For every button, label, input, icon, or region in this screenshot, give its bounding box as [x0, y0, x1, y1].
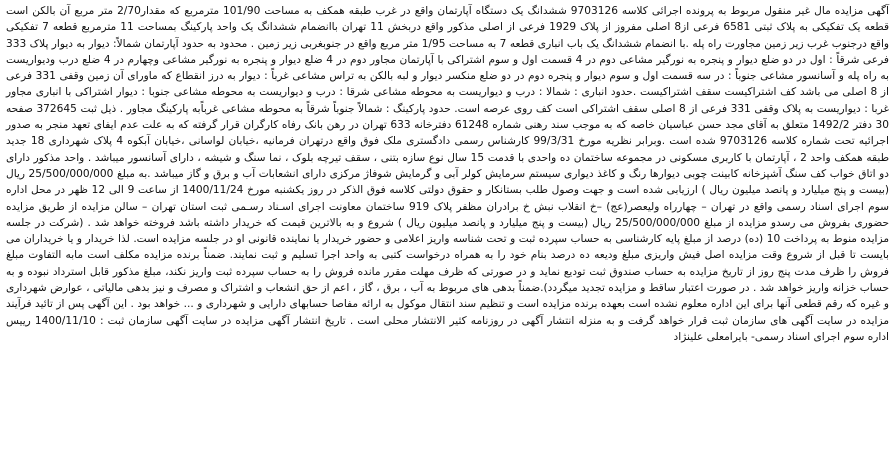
notice-text: آگهی مزایده مال غیر منقول مربوط به پرونده اجرائی کلاسه 9703126 ششدانگ یک دستگاه آپارتمان واقع در غرب طبقه همکف به مساحت 101/90 مترمربع که مقدار2/70 متر مربع آن بالکن است قطعه یک تفکیکی به پلاک ثبتی 6581 فرعی از8 اصلی مفروز از پلاک 1929 فرعی از اصلی مذکور واقع دربخش 11 تهران باانضمام ششدانگ یک واحد پارکینگ بمساحت 11 مترمربع قطعه 7 تفکیکی واقع درجنوب غرب زیر زمین مجاورت راه پله .با انضمام ششدانگ یک باب انباری قطعه 7 به مساحت 1/95 متر مربع واقع در جنوبغربی زیر زمین . محدود به حدود آپارتمان شمالاً: دیوار به دیوار پلاک 333 فرعی شرقاً : اول در دو ضلع دیوار و پنجره به نورگیر مشاعی دوم در 4 قسمت اول و سوم اشتراکی با آپارتمان مجاور دوم در 4 ضلع دیوار و پنجره به نورگیر مشاعی وچهارم در 4 ضلع درب ودیواریست به راه پله و آسانسور مشاعی جنوباً : در سه قسمت اول و سوم دیوار و پنجره دوم در دو ضلع منکسر دیوار و لبه بالکن به تراس مشاعی غرباً : دیوار به درز انقطاع که ماورای آن زمین وقفی 331 فرعی از 8 اصلی می باشد کف اشتراکیست سقف اشتراکیست .حدود انباری : شمالا : درب و دیواریست به محوطه مشاعی شرقا : درب و دیواریست به محوطه مشاعی جنوبا : دیوار اشتراکی با انباری مجاور غربا : دیواریست به پلاک وقفی 331 فرعی از 8 اصلی سقف اشتراکی است کف روی عرصه است. حدود پارکینگ : شمالاً جنوباً شرقاً به محوطه مشاعی غرباًبه پارکینگ مجاور . ذیل ثبت 372645 صفحه 30 دفتر 1492/2 متعلق به آقای مجد حسن عباسیان خاصه که به موجب سند رهنی شماره 61248 دفترخانه 633 تهران در رهن بانک رفاه کارگران قرار گرفته که به علت عدم ایفای تعهد منجر به صدور اجرائیه تحت شماره کلاسه 9703126 شده است .وبرابر نظریه مورخ 99/3/31 کارشناس رسمی دادگستری ملک فوق واقع درتهران فرمانیه ،خیابان لواسانی ،خیابان آبکوه 4 پلاک شهرداری 18 جدید طبقه همکف واحد 2 ، آپارتمان با کاربری مسکونی در مجموعه ساختمان ده واحدی با قدمت 15 سال نوع سازه بتنی ، سقف تیرچه بلوک ، نما سنگ و شیشه ، دارای آسانسور میباشد . واحد مذکور دارای دو اتاق خواب کف سنگ آشپزخانه کابینت چوبی دیوارها رنگ و کاغذ دیواری سیستم سرمایش کولر آبی و گرمایش شوفاژ مرکزی دارای انشعابات آب و برق و گاز میباشد .به مبلغ 25/500/000/000 ریال (بیست و پنج میلیارد و پانصد میلیون ریال ) ارزیابی شده است و جهت وصول طلب بستانکار و حقوق دولتی کلاسه فوق الذکر در روز یکشنبه مورخ 1400/11/24 از ساعت 9 الی 12 ظهر در محل اداره سوم اجرای اسناد رسمی واقع در تهران – چهارراه ولیعصر(عج) –خ انقلاب نبش خ برادران مظفر پلاک 919 ساختمان معاونت اجرای اسـناد رسـمی ثبت استان تهران – سالن مزایده از طریق مزایده حضوری بفروش می رسدو مزایده از مبلغ 25/500/000/000 ریال (بیست و پنج میلیارد و پانصد میلیون ریال ) شروع و به بالاترین قیمت که خریدار داشته باشد فروخته خواهد شد . (شرکت در جلسه مزایده منوط به پرداخت 10 (ده) درصد از مبلغ پایه کارشناسی به حساب سپرده ثبت و تحت شناسه واریز اعلامی و حضور خریدار یا نماینده قانونی او در جلسه مزایده است. لذا خریدار و یا خریداران می بایست تا قبل از شروع وقت مزایده اصل فیش واریزی مبلغ ودیعه ده درصد بنام خود را به همراه درخواست کتبی به واحد اجرا تسلیم و ثبت نمایند. ضمناً برنده مزایده مکلف است مابه التفاوت مبلغ فروش را ظرف مدت پنج روز از تاریخ مزایده به حساب صندوق ثبت تودیع نماید و در صورتی که ظرف مهلت مقرر مانده فروش را به حساب سپرده ثبت واریز نکند، مبلغ مذکور قابل استرداد نبوده و به حساب خزانه واریز خواهد شد . در صورت اعتبار ساقط و مزایده تجدید میگردد).ضمناً بدهی های مربوط به آب ، برق ، گاز ، اعم از حق انشعاب و اشتراک و مصرف و نیز بدهی مالیاتی ، عوارض شهرداری و غیره که رقم قطعی آنها برای این اداره معلوم نشده است بعهده برنده مزایده است و تنظیم سند انتقال موکول به ارائه مفاصا حسابهای دارایی و شهرداری و ... خواهد بود . این آگهی پس از تائید فرآیند مزایده در سایت آگهی های سازمان ثبت قرار خواهد گرفت و به منزله انتشار آگهی در روزنامه کثیر الانتشار محلی است . تاریخ انتشار آگهی مزایده در سایت آگهی سازمان ثبت : 1400/11/10 رییس اداره سوم اجرای اسناد رسمی- بایرامعلی علینژاد [6, 5, 890, 343]
